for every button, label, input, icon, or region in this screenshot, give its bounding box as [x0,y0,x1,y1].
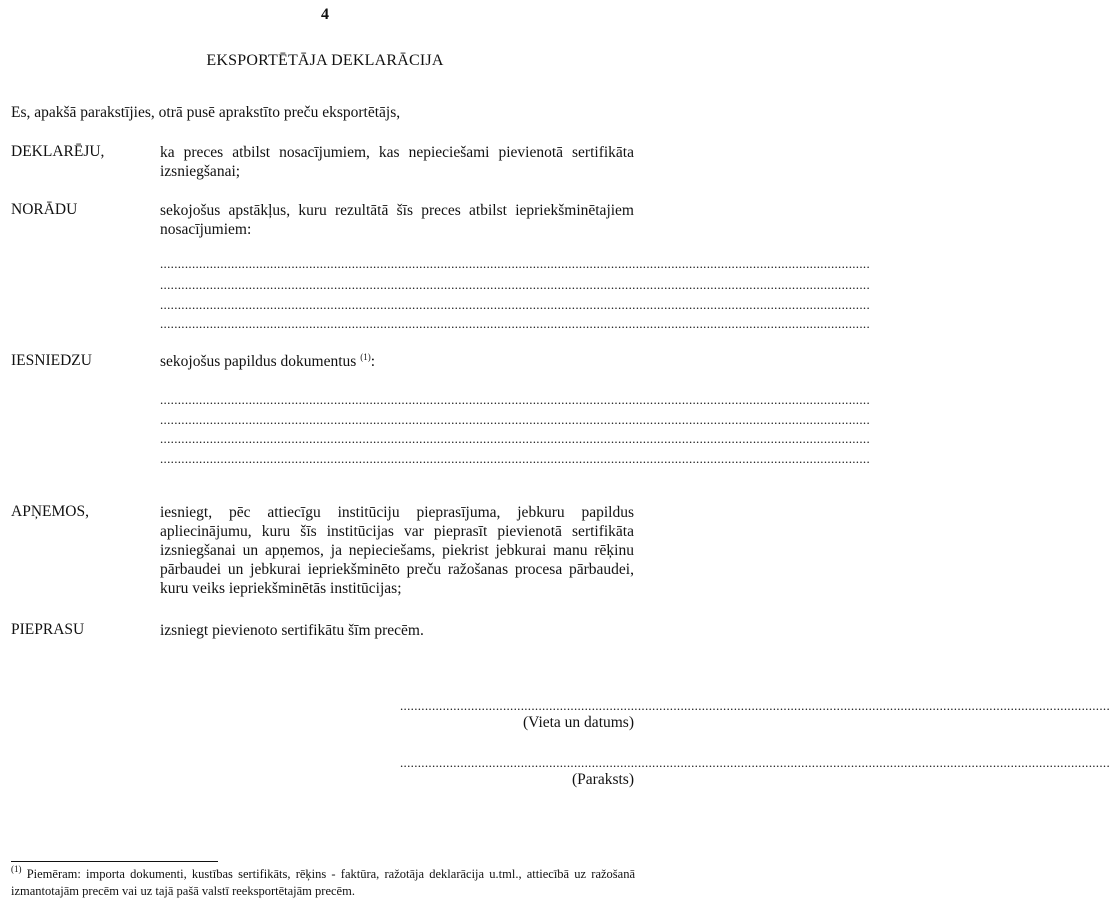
text-state: sekojošus apstākļus, kuru rezultātā šīs preces atbilst iepriekšminētajiem nosacījumiem: [160,202,634,238]
text-undertake: iesniegt, pēc attiecīgu institūciju pieprasījuma, jebkuru papildus apliecinājumu, kuru šīs institūcijas var pieprasīt pievienotā sertifikāta izsniegšanai un apņemos, ja nepieciešams, piekrist jebkurai manu rēķinu pārbaudei un jebkurai iepriekšminēto preču ražošanas procesa pārbaudei, kuru veiks iepriekšminētās institūcijas; [160,504,634,597]
fill-line-7[interactable]: ........................................................................................................................................................................................................ [160,431,870,446]
label-request: PIEPRASU [11,621,85,638]
fill-line-3[interactable]: ........................................................................................................................................................................................................ [160,297,870,312]
footnote [11,866,635,900]
place-date-caption: (Vieta un datums) [523,714,634,731]
text-request: izsniegt pievienoto sertifikātu šīm precēm. [160,622,424,639]
text-submit-end: : [370,353,376,370]
fill-line-2[interactable]: ........................................................................................................................................................................................................ [160,277,870,292]
footnote-text: Piemēram: importa dokumenti, kustības sertifikāts, rēķins - faktūra, ražotāja deklarācija u.tml., attiecībā uz ražošanā izmantotajām precēm vai uz tajā pašā valstī reeksportētajām precēm. [11,867,636,898]
footnote-reference: (1) [360,352,371,362]
fill-line-4[interactable]: ........................................................................................................................................................................................................ [160,316,870,331]
text-submit [160,352,634,371]
page-title: EKSPORTĒTĀJA DEKLARĀCIJA [206,52,444,69]
fill-line-5[interactable]: ........................................................................................................................................................................................................ [160,392,870,407]
text-declare: ka preces atbilst nosacījumiem, kas nepieciešami pievienotā sertifikāta izsniegšanai; [160,144,634,180]
page-number: 4 [321,6,329,23]
footnote-divider [11,861,218,862]
signature-caption: (Paraksts) [572,771,634,788]
label-state: NORĀDU [11,201,78,218]
signature-line[interactable]: ........................................................................................................................................................................................................ [400,755,1110,770]
place-date-line[interactable]: ........................................................................................................................................................................................................ [400,698,1110,713]
fill-line-8[interactable]: ........................................................................................................................................................................................................ [160,451,870,466]
fill-line-1[interactable]: ........................................................................................................................................................................................................ [160,256,870,271]
text-submit-body: sekojošus papildus dokumentus [160,353,357,370]
label-undertake: APŅEMOS, [11,503,89,520]
footnote-mark: (1) [11,864,22,874]
label-submit: IESNIEDZU [11,352,92,369]
label-declare: DEKLARĒJU, [11,143,105,160]
intro-text: Es, apakšā parakstījies, otrā pusē aprakstīto preču eksportētājs, [11,104,401,121]
fill-line-6[interactable]: ........................................................................................................................................................................................................ [160,412,870,427]
